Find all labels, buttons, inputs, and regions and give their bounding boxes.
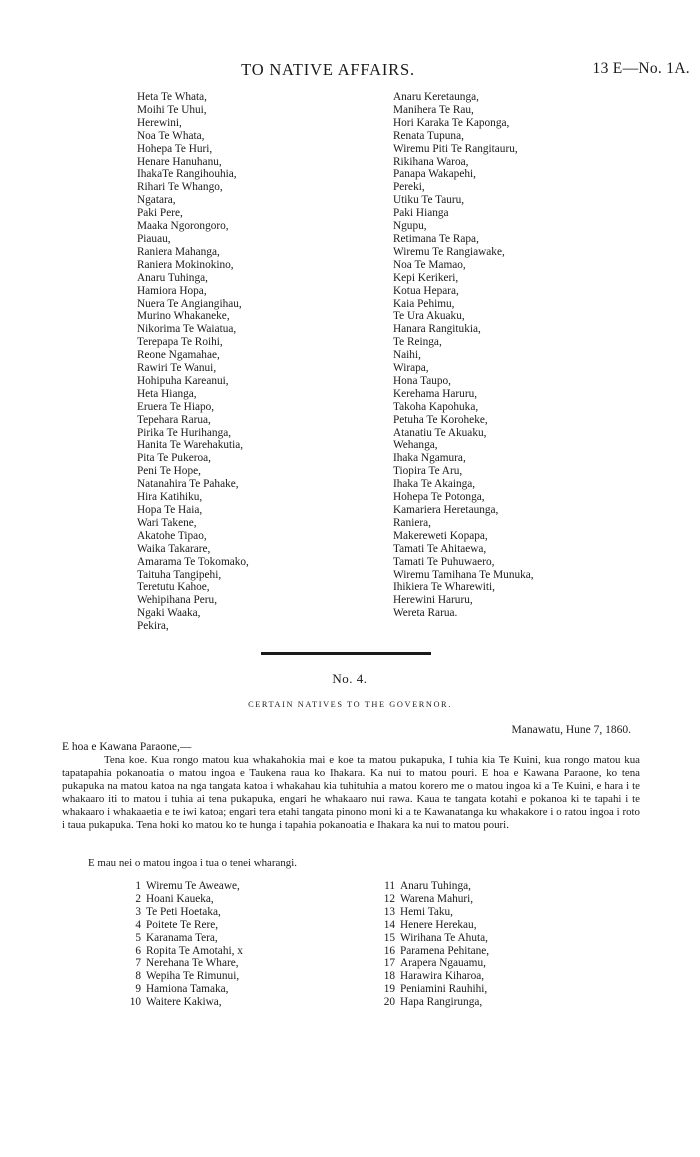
name-entry: Ngatara, <box>137 194 176 207</box>
signer-entry <box>126 996 243 1009</box>
name-entry: Ihikiera Te Wharewiti, <box>393 581 495 594</box>
signer-number: 7 <box>135 957 141 970</box>
name-entry: Wiremu Tamihana Te Munuka, <box>393 568 534 581</box>
name-entry: Tepehara Rarua, <box>137 413 211 426</box>
name-entry: Eruera Te Hiapo, <box>137 400 215 413</box>
name-entry: Te Ura Akuaku, <box>393 310 465 323</box>
name-entry: IhakaTe Rangihouhia, <box>137 168 237 181</box>
name-entry: Murino Whakaneke, <box>137 310 230 323</box>
signer-number: 10 <box>129 996 141 1009</box>
signer-name: Henere Herekau, <box>400 918 477 931</box>
name-entry: Ngupu, <box>393 220 427 233</box>
name-entry: Kerehama Haruru, <box>393 387 478 400</box>
name-entry: Petuha Te Koroheke, <box>393 413 488 426</box>
name-entry: Henare Hanuhanu, <box>137 155 222 168</box>
name-entry: Kepi Kerikeri, <box>393 271 459 284</box>
name-entry: Raniera, <box>393 516 431 529</box>
signer-entry <box>380 970 489 983</box>
name-entry: Utiku Te Tauru, <box>393 194 465 207</box>
name-entry: Hanita Te Warehakutia, <box>137 439 244 452</box>
name-entry: Kotua Hepara, <box>393 284 459 297</box>
name-entry: Atanatiu Te Akuaku, <box>393 426 487 439</box>
signers-column-left <box>126 880 243 1009</box>
signer-entry <box>380 932 489 945</box>
signer-entry <box>380 919 489 932</box>
name-entry: Pereki, <box>393 181 425 194</box>
name-entry: Wiremu Te Rangiawake, <box>393 245 505 258</box>
signer-entry <box>126 983 243 996</box>
name-entry: Noa Te Mamao, <box>393 258 466 271</box>
signer-number: 16 <box>383 944 395 957</box>
signer-entry <box>380 983 489 996</box>
signer-name: Peniamini Rauhihi, <box>400 983 488 996</box>
name-entry: Wehipihana Peru, <box>137 594 218 607</box>
signer-entry <box>380 945 489 958</box>
signer-name: Paramena Pehitane, <box>400 944 490 957</box>
letter-dateline: Manawatu, Hune 7, 1860. <box>511 724 631 736</box>
name-entry: Ihaka Ngamura, <box>393 452 466 465</box>
name-entry: Amarama Te Tokomako, <box>137 555 249 568</box>
signer-number: 13 <box>383 905 395 918</box>
name-entry: Wehanga, <box>393 439 438 452</box>
name-entry: Naihi, <box>393 349 421 362</box>
page-header-reference: 13 E—No. 1A. <box>592 60 690 77</box>
signer-name: Arapera Ngauamu, <box>400 957 486 970</box>
name-entry: Paki Pere, <box>137 207 183 220</box>
name-entry: Nikorima Te Waiatua, <box>137 323 237 336</box>
name-entry: Manihera Te Rau, <box>393 103 474 116</box>
signer-entry <box>380 893 489 906</box>
signer-entry <box>126 880 243 893</box>
name-entry: Herewini, <box>137 116 182 129</box>
name-entry: Anaru Tuhinga, <box>137 271 208 284</box>
name-entry: Wirapa, <box>393 362 429 375</box>
signer-name: Hapa Rangirunga, <box>400 996 483 1009</box>
name-entry: Noa Te Whata, <box>137 129 205 142</box>
name-entry: Terepapa Te Roihi, <box>137 336 223 349</box>
names-column-right <box>393 91 623 620</box>
signer-number: 8 <box>135 970 141 983</box>
page-header-title: TO NATIVE AFFAIRS. <box>241 60 415 79</box>
name-entry: Peni Te Hope, <box>137 465 201 478</box>
name-entry: Hira Katihiku, <box>137 491 203 504</box>
signer-number: 6 <box>135 944 141 957</box>
name-entry: Makereweti Kopapa, <box>393 529 488 542</box>
signer-number: 9 <box>135 983 141 996</box>
name-entry: Taituha Tangipehi, <box>137 568 222 581</box>
name-entry: Heta Te Whata, <box>137 91 207 103</box>
name-entry: Rikihana Waroa, <box>393 155 469 168</box>
signer-name: Wiremu Te Aweawe, <box>146 880 240 892</box>
signer-name: Wepiha Te Rimunui, <box>146 970 240 983</box>
name-entry: Teretutu Kahoe, <box>137 581 210 594</box>
name-entry: Rihari Te Whango, <box>137 181 223 194</box>
name-entry: Pirika Te Hurihanga, <box>137 426 232 439</box>
name-entry: Tamati Te Ahitaewa, <box>393 542 487 555</box>
name-entry: Tiopira Te Aru, <box>393 465 463 478</box>
name-entry: Natanahira Te Pahake, <box>137 478 239 491</box>
signer-name: Hemi Taku, <box>400 905 453 918</box>
signer-number: 15 <box>383 931 395 944</box>
signer-entry <box>126 957 243 970</box>
name-entry: Hona Taupo, <box>393 374 451 387</box>
signer-number: 20 <box>383 996 395 1009</box>
signer-entry <box>380 880 489 893</box>
signer-name: Nerehana Te Whare, <box>146 957 239 970</box>
signer-number: 17 <box>383 957 395 970</box>
signer-number: 14 <box>383 918 395 931</box>
signer-number: 1 <box>135 880 141 892</box>
name-entry: Pekira, <box>137 620 169 633</box>
name-entry: Wari Takene, <box>137 516 197 529</box>
signer-entry <box>126 970 243 983</box>
letter-salutation: E hoa e Kawana Paraone,— <box>62 741 192 753</box>
name-entry: Reone Ngamahae, <box>137 349 220 362</box>
document-heading: CERTAIN NATIVES TO THE GOVERNOR. <box>248 700 452 709</box>
letter-body: Tena koe. Kua rongo matou kua whakahokia mai e koe ta matou pukapuka, I tuhia kia Te Kuini, kua rongo matou kua tapatapahia pokanoatia o matou ingoa e Taukena raua ko Ihakara. Ka nui to matou pouri. E hoa e Kawana Paraone, ko tena pukapuka na matou katoa na nga tangata katoa i whakahau kia tuhituhia a matou korero me o matou ingoa ki a Te Kuini, e hara i te whakaaro iti to matou i tuhia ai tena pukapuka, engari he whakaaro nui rawa. Kaua te tangata kotahi e pokanoa ki te tapahi i te whakaaro i whakaaetia e te iwi katoa; engari tera etahi tangata pinono moni ki a te Kawanatanga ku whakakore i o ratou ingoa i roto i taua pukapuka. Tena hoki ko matou ko te hunga i tapahia pokanoatia e Ihakara ka nui to matou pouri. <box>62 754 640 832</box>
signer-number: 12 <box>383 892 395 905</box>
signer-entry <box>126 906 243 919</box>
name-entry: Herewini Haruru, <box>393 594 473 607</box>
signer-name: Hamiona Tamaka, <box>146 983 229 996</box>
signer-number: 19 <box>383 983 395 996</box>
name-entry: Paki Hianga <box>393 207 449 220</box>
signer-name: Te Peti Hoetaka, <box>146 905 221 918</box>
name-entry: Anaru Keretaunga, <box>393 91 479 103</box>
names-column-left <box>137 91 367 633</box>
name-entry: Akatohe Tipao, <box>137 529 207 542</box>
signer-number: 11 <box>384 880 395 892</box>
signer-entry <box>126 945 243 958</box>
name-entry: Pita Te Pukeroa, <box>137 452 211 465</box>
signer-entry <box>126 932 243 945</box>
signer-name: Anaru Tuhinga, <box>400 880 471 892</box>
name-entry: Ngaki Waaka, <box>137 607 201 620</box>
name-entry: Maaka Ngorongoro, <box>137 220 229 233</box>
signer-name: Wirihana Te Ahuta, <box>400 931 488 944</box>
name-entry: Renata Tupuna, <box>393 129 464 142</box>
name-entry: Hopa Te Haia, <box>137 504 203 516</box>
signer-entry <box>380 906 489 919</box>
name-entry: Hohepa Te Potonga, <box>393 491 485 504</box>
signer-entry <box>380 996 489 1009</box>
name-entry: Wereta Rarua. <box>393 607 458 620</box>
name-entry: Waika Takarare, <box>137 542 211 555</box>
signers-column-right <box>380 880 489 1009</box>
name-entry: Rawiri Te Wanui, <box>137 362 217 375</box>
name-entry: Hohepa Te Huri, <box>137 142 213 155</box>
letter-closing: E mau nei o matou ingoa i tua o tenei wharangi. <box>88 857 297 869</box>
signer-name: Karanama Tera, <box>146 931 218 944</box>
name-entry: Takoha Kapohuka, <box>393 400 479 413</box>
signer-number: 18 <box>383 970 395 983</box>
name-entry: Moihi Te Uhui, <box>137 103 207 116</box>
signer-name: Harawira Kiharoa, <box>400 970 485 983</box>
signer-entry <box>126 919 243 932</box>
name-entry: Kaia Pehimu, <box>393 297 455 310</box>
name-entry: Hori Karaka Te Kaponga, <box>393 116 510 129</box>
name-entry: Tamati Te Puhuwaero, <box>393 555 495 568</box>
signer-entry <box>380 957 489 970</box>
signer-number: 2 <box>135 892 141 905</box>
document-number: No. 4. <box>332 671 368 686</box>
signer-number: 5 <box>135 931 141 944</box>
name-entry: Piauau, <box>137 232 171 245</box>
name-entry: Hamiora Hopa, <box>137 284 207 297</box>
signer-name: Poitete Te Rere, <box>146 918 219 931</box>
signer-entry <box>126 893 243 906</box>
name-entry: Raniera Mahanga, <box>137 245 220 258</box>
signer-name: Warena Mahuri, <box>400 892 474 905</box>
name-entry: Nuera Te Angiangihau, <box>137 297 242 310</box>
name-entry: Wiremu Piti Te Rangitauru, <box>393 142 518 155</box>
name-entry: Heta Hianga, <box>137 387 197 400</box>
signer-name: Waitere Kakiwa, <box>146 996 222 1009</box>
name-entry: Retimana Te Rapa, <box>393 232 479 245</box>
signer-name: Ropita Te Amotahi, x <box>146 944 243 957</box>
name-entry: Raniera Mokinokino, <box>137 258 234 271</box>
name-entry: Panapa Wakapehi, <box>393 168 476 181</box>
section-divider <box>261 652 431 655</box>
signer-number: 4 <box>135 918 141 931</box>
name-entry: Hanara Rangitukia, <box>393 323 481 336</box>
name-entry: Ihaka Te Akainga, <box>393 478 476 491</box>
signer-name: Hoani Kaueka, <box>146 892 214 905</box>
name-entry: Hohipuha Kareanui, <box>137 374 229 387</box>
name-entry: Te Reinga, <box>393 336 442 349</box>
name-entry: Kamariera Heretaunga, <box>393 504 499 516</box>
signer-number: 3 <box>135 905 141 918</box>
